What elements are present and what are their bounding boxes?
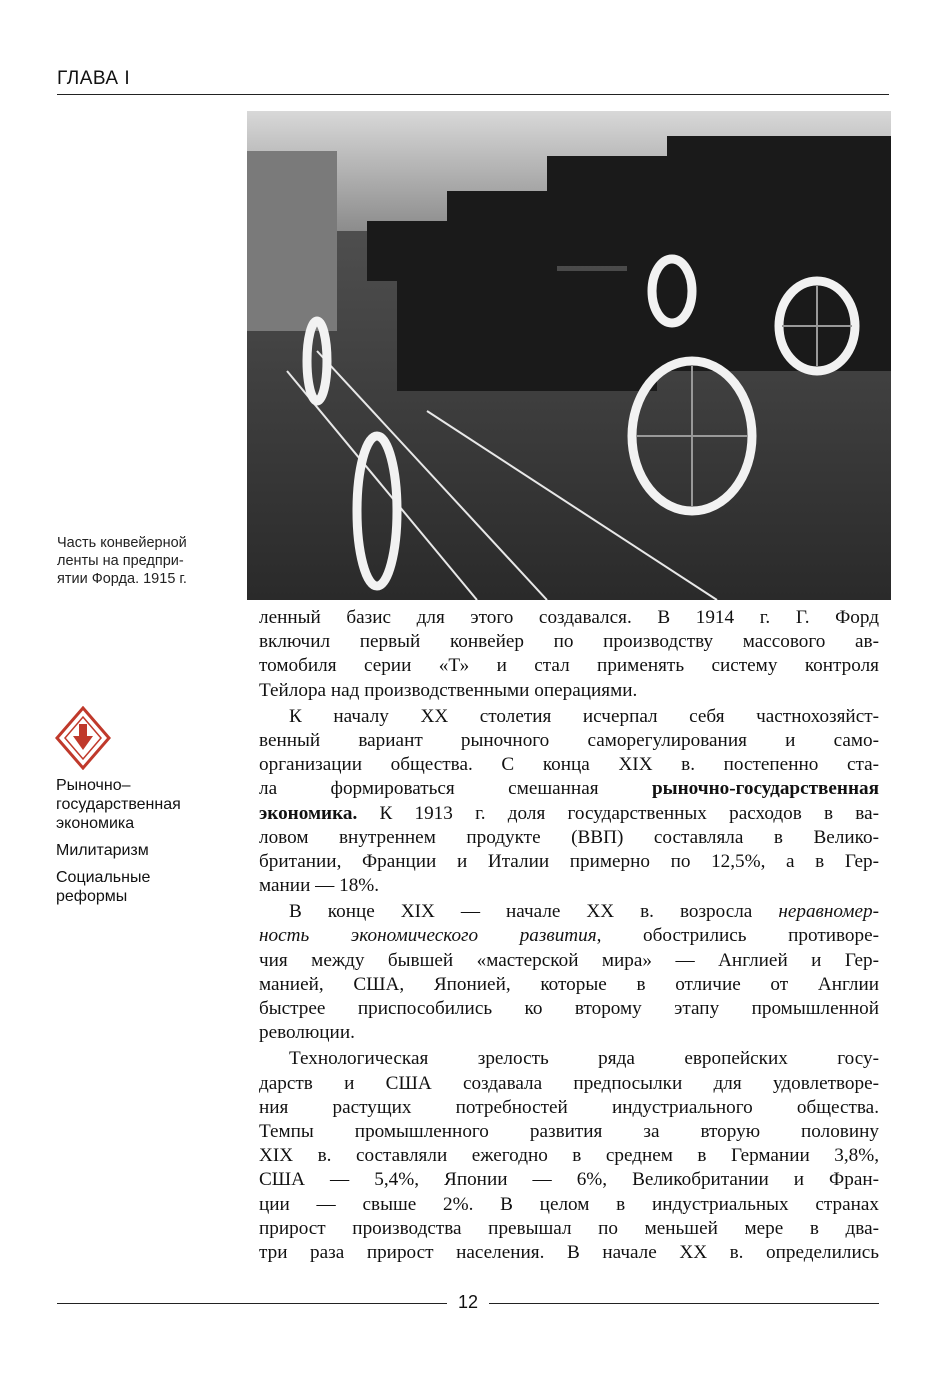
term-line: экономика (56, 815, 135, 832)
caption-line: Часть конвейерной (57, 535, 187, 551)
text-line (259, 802, 879, 826)
text-run: В конце XIX — начале XX в. возросла (289, 901, 779, 923)
text-line (259, 777, 879, 801)
key-term (56, 776, 236, 833)
text-line: прирост производства превышал по меньшей мере в два- (259, 1217, 879, 1239)
paragraph-1 (259, 606, 879, 703)
text-line: ленный базис для этого создавался. В 1914 г. Г. Форд (259, 607, 879, 628)
ford-assembly-line-photo (247, 111, 891, 600)
page-header (57, 66, 889, 95)
text-line: три раза прирост населения. В начале XX в. определились (259, 1241, 879, 1263)
text-line (259, 924, 879, 948)
text-line: быстрее приспособились ко второму этапу промышленной (259, 998, 879, 1019)
text-line: включил первый конвейер по производству массового ав- (259, 631, 879, 653)
text-line: ции — свыше 2%. В целом в индустриальных странах (259, 1193, 879, 1215)
paragraph-2 (259, 705, 879, 899)
text-run: К 1913 г. доля государственных расходов в ва- (357, 802, 879, 824)
photo-caption (57, 534, 222, 588)
chapter-title: ГЛАВА I (57, 68, 131, 89)
page-number: 12 (457, 1292, 479, 1312)
text-line: манией, США, Японией, которые в отличие от Англии (259, 973, 879, 995)
text-line: Технологическая зрелость ряда европейских госу- (289, 1048, 879, 1070)
text-line: дарств и США создавала предпосылки для удовлетворе- (259, 1072, 879, 1094)
text-line: К началу XX столетия исчерпал себя частнохозяйст- (289, 705, 879, 727)
paragraph-3 (259, 900, 879, 1045)
text-line: ния растущих потребностей индустриального общества. (259, 1096, 879, 1118)
term-line: Социальные (56, 869, 151, 886)
footer-rule-right (489, 1303, 879, 1304)
italic-term: неравномер- (778, 901, 879, 923)
text-line: венный вариант рыночного саморегулирования и само- (259, 729, 879, 751)
text-line: томобиля серии «Т» и стал применять систему контроля (259, 655, 879, 677)
text-line: ловом внутреннем продукте (ВВП) составляла в Велико- (259, 826, 879, 848)
text-run: ла формироваться смешанная (259, 778, 652, 800)
body-text (259, 606, 879, 1265)
text-line: XIX в. составляли ежегодно в среднем в Германии 3,8%, (259, 1145, 879, 1167)
key-term (56, 841, 236, 860)
text-line (259, 900, 879, 924)
text-line: мании — 18%. (259, 875, 380, 897)
text-line: Тейлора над производственными операциями. (259, 679, 638, 701)
text-line: США — 5,4%, Японии — 6%, Великобритании и Фран- (259, 1169, 879, 1191)
paragraph-4 (259, 1047, 879, 1265)
key-terms-list (56, 776, 236, 914)
term-line: Рыночно– (56, 777, 131, 794)
footer-rule-left (57, 1303, 447, 1304)
bold-term: рыночно-государственная (651, 778, 879, 800)
term-line: государственная (56, 796, 181, 813)
caption-line: ятии Форда. 1915 г. (57, 571, 187, 587)
text-line: организации общества. С конца XIX в. постепенно ста- (259, 754, 879, 776)
key-terms-diamond-icon (55, 706, 111, 770)
italic-term: ность экономического развития (259, 925, 597, 947)
bold-term: экономика. (259, 802, 358, 824)
photo-illustration (247, 111, 891, 600)
text-line: Темпы промышленного развития за вторую половину (259, 1120, 879, 1142)
text-line: чия между бывшей «мастерской мира» — Англией и Гер- (259, 949, 879, 971)
caption-line: ленты на предпри- (57, 553, 184, 569)
text-line: революции. (259, 1022, 355, 1044)
key-term (56, 868, 236, 906)
text-line: британии, Франции и Италии примерно по 12,5%, а в Гер- (259, 850, 879, 872)
term-line: Милитаризм (56, 842, 149, 859)
page-footer (57, 1292, 879, 1316)
text-run: , обострились противоре- (596, 925, 879, 947)
term-line: реформы (56, 888, 128, 905)
